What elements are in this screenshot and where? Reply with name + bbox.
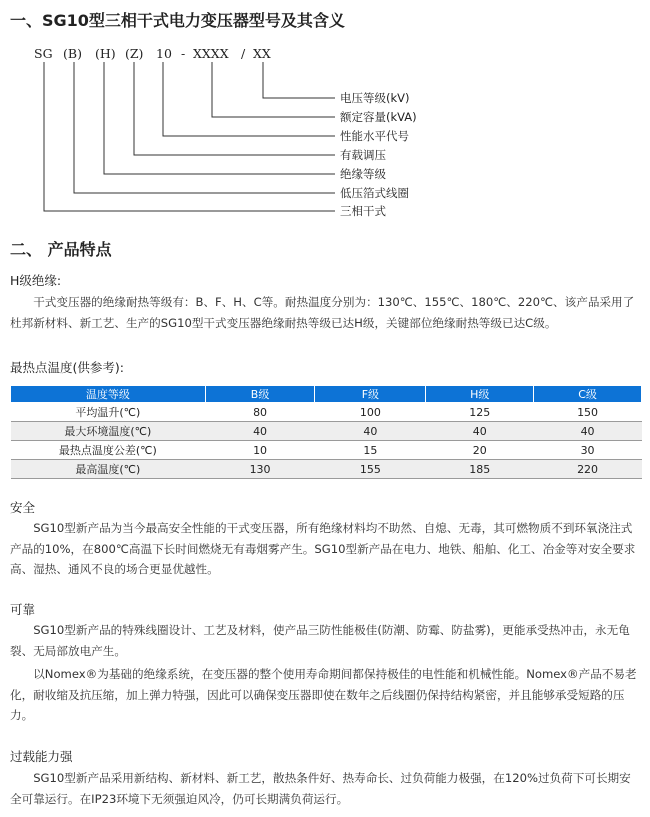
reliable-paragraph-2 [10, 664, 642, 726]
reliable-heading: 可靠 [10, 602, 36, 617]
cell-value: 80 [205, 403, 315, 422]
model-part-sg: SG [34, 46, 53, 61]
overload-text: SG10型新产品采用新结构、新材料、新工艺，散热条件好、热寿命长、过负荷能力极强，在120%过负荷下可长期安全可靠运行。在IP23环境下无须强迫风冷，仍可长期满负荷运行。 [10, 771, 631, 806]
model-part-xxxx: XXXX [193, 46, 229, 61]
table-row [11, 422, 642, 441]
safety-paragraph [10, 518, 642, 580]
header-c: C级 [534, 386, 642, 403]
h-insulation-text: 干式变压器的绝缘耐热等级有：B、F、H、C等。耐热温度分别为：130℃、155℃、180℃、220℃、该产品采用了杜邦新材料、新工艺、生产的SG10型干式变压器绝缘耐热等级已达H级，关键部位绝缘耐热等级已达C级。 [10, 295, 635, 330]
table-header-row [11, 386, 642, 403]
section2-title: 二、 产品特点 [10, 240, 112, 259]
model-part-b: (B) [63, 46, 82, 61]
reliable-text-2: 以Nomex®为基础的绝缘系统，在变压器的整个使用寿命期间都保持极佳的电性能和机械性能。Nomex®产品不易老化，耐收缩及抗压缩，加上弹力特强，因此可以确保变压器即使在数年之后线圈仍保持结构紧密，并且能够承受短路的压力。 [10, 667, 637, 722]
overload-paragraph [10, 768, 642, 809]
row-label: 最热点温度公差(℃) [11, 441, 206, 460]
row-label: 平均温升(℃) [11, 403, 206, 422]
meaning-voltage: 电压等级(kV) [340, 91, 410, 105]
table-caption: 最热点温度(供参考): [10, 360, 124, 375]
meaning-three-phase-dry: 三相干式 [340, 204, 386, 218]
cell-value: 130 [205, 460, 315, 479]
model-part-z: (Z) [125, 46, 144, 61]
header-h: H级 [426, 386, 534, 403]
header-temp-class: 温度等级 [11, 386, 206, 403]
cell-value: 20 [426, 441, 534, 460]
reliable-paragraph-1 [10, 620, 642, 661]
cell-value: 30 [534, 441, 642, 460]
safety-text: SG10型新产品为当今最高安全性能的干式变压器，所有绝缘材料均不助然、自熄、无毒，其可燃物质不到环氧浇注式产品的10%，在800℃高温下长时间燃烧无有毒烟雾产生。SG10型新产品在电力、地铁、船舶、化工、冶金等对安全要求高、湿热、通风不良的场合更显优越性。 [10, 521, 636, 576]
model-connector-lines [0, 0, 650, 230]
row-label: 最大环境温度(℃) [11, 422, 206, 441]
meaning-capacity: 额定容量(kVA) [340, 110, 417, 124]
section1-title: 一、SG10型三相干式电力变压器型号及其含义 [10, 11, 345, 30]
table-row [11, 460, 642, 479]
cell-value: 155 [315, 460, 426, 479]
cell-value: 40 [205, 422, 315, 441]
model-part-xx: XX [253, 46, 271, 61]
cell-value: 15 [315, 441, 426, 460]
cell-value: 40 [315, 422, 426, 441]
cell-value: 150 [534, 403, 642, 422]
header-f: F级 [315, 386, 426, 403]
h-insulation-paragraph [10, 292, 642, 333]
h-insulation-heading: H级绝缘: [10, 273, 62, 288]
model-part-10: 10 [156, 46, 172, 61]
cell-value: 185 [426, 460, 534, 479]
safety-heading: 安全 [10, 500, 36, 515]
meaning-foil-winding: 低压箔式线圈 [340, 186, 409, 200]
temperature-table [10, 385, 642, 479]
cell-value: 220 [534, 460, 642, 479]
cell-value: 125 [426, 403, 534, 422]
cell-value: 100 [315, 403, 426, 422]
header-b: B级 [205, 386, 315, 403]
table-row [11, 403, 642, 422]
cell-value: 40 [534, 422, 642, 441]
meaning-performance-code: 性能水平代号 [340, 129, 409, 143]
table-row [11, 441, 642, 460]
row-label: 最高温度(℃) [11, 460, 206, 479]
meaning-insulation-class: 绝缘等级 [340, 167, 386, 181]
overload-heading: 过载能力强 [10, 749, 73, 764]
model-part-slash: / [241, 46, 246, 61]
cell-value: 40 [426, 422, 534, 441]
cell-value: 10 [205, 441, 315, 460]
model-part-h: (H) [95, 46, 116, 61]
meaning-onload-tap: 有载调压 [340, 148, 386, 162]
model-part-dash: - [181, 46, 186, 61]
reliable-text-1: SG10型新产品的特殊线圈设计、工艺及材料，使产品三防性能极佳(防潮、防霉、防盐雾)，更能承受热冲击，永无龟裂、无局部放电产生。 [10, 623, 630, 658]
